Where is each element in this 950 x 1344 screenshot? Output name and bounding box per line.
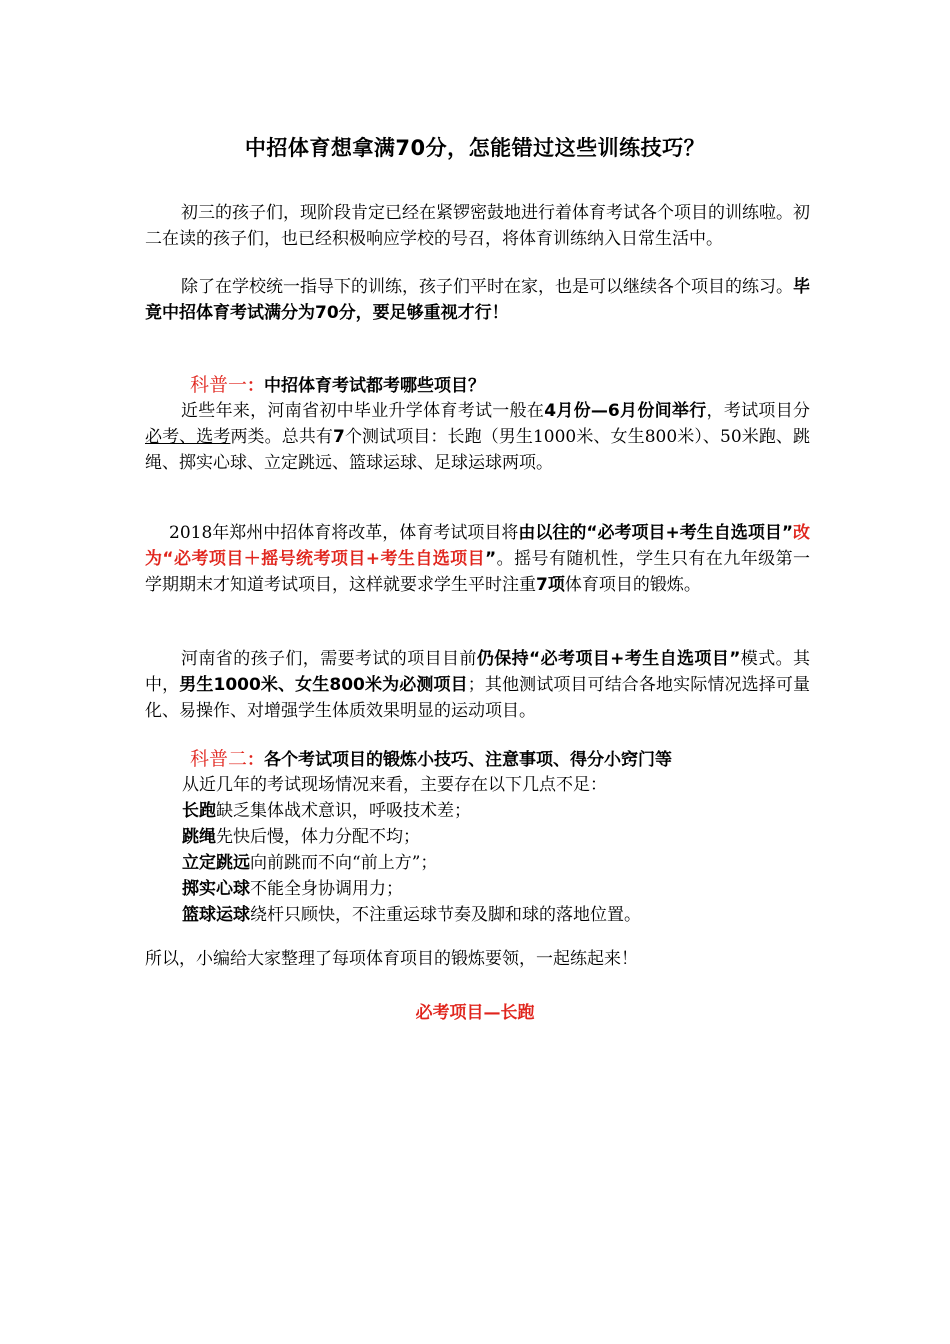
henan-required: 男生1000米、女生800米为必测项目 [179, 675, 468, 695]
section1-dates: 4月份—6月份间举行 [544, 401, 707, 421]
section1-label: 科普一 [190, 374, 248, 396]
section1-text-b: ，考试项目分 [706, 401, 811, 421]
list-item [182, 850, 437, 876]
page-title: 中招体育想拿满70分，怎能错过这些训练技巧？ [244, 136, 706, 160]
section1-title: 中招体育考试都考哪些项目？ [264, 376, 486, 396]
section1-count: 7 [333, 427, 345, 447]
section2-title: 各个考试项目的锻炼小技巧、注意事项、得分小窍门等 [264, 750, 673, 770]
list-item-label: 长跑 [182, 801, 216, 821]
section2-lead: 从近几年的考试现场情况来看，主要存在以下几点不足： [182, 775, 607, 795]
reform-text-b: 。摇号有随机性，学生只有在九年级第一学期期末才知道考试项目，这样就要求学生平时注重 [145, 549, 810, 595]
reform-quote-close: ” [485, 549, 497, 569]
section1-text-d: 个测试项目：长跑（男生1000米、女生800米）、50米跑、跳绳、掷实心球、立定跳远、篮球运球、足球运球两项。 [145, 427, 811, 473]
list-item-label: 跳绳 [182, 827, 216, 847]
list-item-text: 向前跳而不向“前上方”； [250, 853, 438, 873]
list-item [182, 824, 420, 850]
subheading-long-run: 必考项目—长跑 [415, 1003, 535, 1023]
list-item-label: 立定跳远 [182, 853, 250, 873]
intro-paragraph-1 [145, 200, 810, 252]
list-item [182, 876, 403, 902]
reform-paragraph [145, 520, 810, 598]
reform-old-format: 由以往的“必考项目+考生自选项目” [518, 523, 793, 543]
intro-paragraph-2 [145, 274, 810, 326]
section1-heading [190, 372, 485, 399]
intro-emphasis: 毕竟中招体育考试满分为70分，要足够重视才行！ [145, 277, 810, 323]
list-item-text: 绕杆只顾快，不注重运球节奏及脚和球的落地位置。 [250, 905, 641, 925]
reform-new-format: 改为“必考项目＋摇号统考项目+考生自选项目 [145, 523, 811, 569]
henan-text-c: ；其他测试项目可结合各地实际情况选择可量化、易操作、对增强学生体质效果明显的运动项目。 [145, 675, 811, 721]
section1-categories: 必考、选考 [145, 427, 231, 447]
list-item [182, 798, 471, 824]
list-item-text: 先快后慢，体力分配不均； [216, 827, 420, 847]
henan-format: 仍保持“必考项目+考生自选项目” [476, 649, 741, 669]
reform-text-c: 体育项目的锻炼。 [564, 575, 701, 595]
section2-colon: ： [247, 750, 265, 770]
list-item-text: 缺乏集体战术意识，呼吸技术差； [216, 801, 471, 821]
list-item-label: 掷实心球 [182, 879, 250, 899]
henan-text-a: 河南省的孩子们，需要考试的项目目前 [181, 649, 477, 669]
reform-text-a: 2018年郑州中招体育将改革，体育考试项目将 [169, 523, 519, 543]
reform-item-count: 7项 [536, 575, 565, 595]
section1-colon: ： [247, 376, 265, 396]
henan-text-b: 模式。其中， [145, 649, 811, 695]
intro-text-1: 初三的孩子们，现阶段肯定已经在紧锣密鼓地进行着体育考试各个项目的训练啦。初二在读的孩子们，也已经积极响应学校的号召，将体育训练纳入日常生活中。 [145, 203, 810, 249]
intro-text-2: 除了在学校统一指导下的训练，孩子们平时在家，也是可以继续各个项目的练习。 [181, 277, 793, 297]
list-item-text: 不能全身协调用力； [250, 879, 403, 899]
closing-paragraph: 所以，小编给大家整理了每项体育项目的锻炼要领，一起练起来！ [145, 949, 638, 969]
section2-heading [190, 746, 672, 773]
henan-paragraph [145, 646, 810, 724]
list-item-label: 篮球运球 [182, 905, 250, 925]
section1-text-c: 两类。总共有 [230, 427, 334, 447]
list-item [182, 902, 641, 928]
section1-text-a: 近些年来，河南省初中毕业升学体育考试一般在 [181, 401, 545, 421]
section1-paragraph [145, 398, 810, 476]
section2-label: 科普二 [190, 748, 248, 770]
